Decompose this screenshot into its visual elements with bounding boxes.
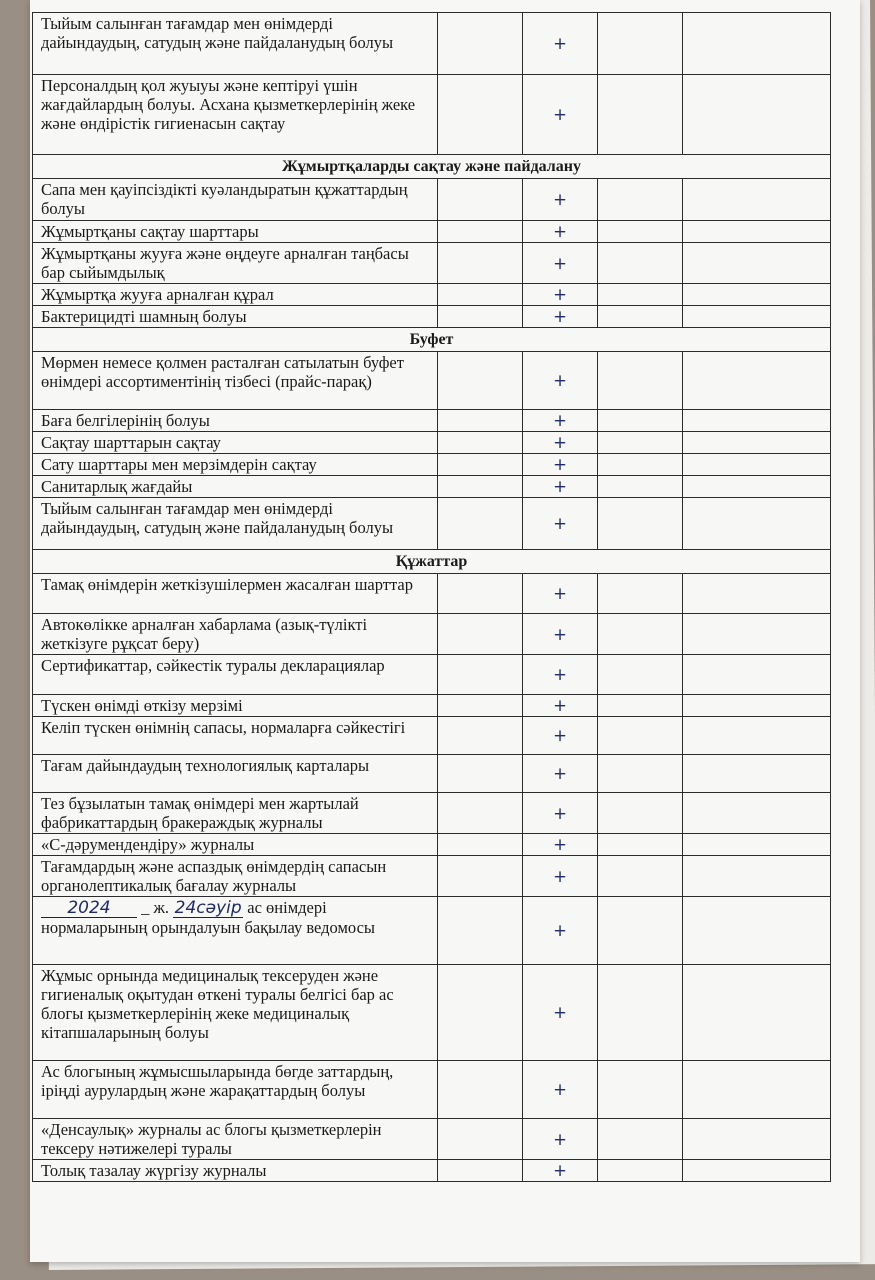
- empty-cell: [598, 655, 683, 695]
- criterion-text: Түскен өнімді өткізу мерзімі: [33, 695, 438, 717]
- checklist-row: [33, 221, 831, 243]
- criterion-text: Жұмыртқаны жууға және өңдеуге арналған таңбасы бар сыйымдылық: [33, 243, 438, 284]
- empty-cell: [438, 221, 523, 243]
- empty-cell: [683, 1160, 831, 1182]
- empty-cell: [438, 755, 523, 793]
- criterion-text: Тез бұзылатын тамақ өнімдері мен жартылай фабрикаттардың бракераждық журналы: [33, 793, 438, 834]
- empty-cell: [438, 454, 523, 476]
- empty-cell: [598, 755, 683, 793]
- check-mark: +: [523, 306, 598, 328]
- criterion-text: Тыйым салынған тағамдар мен өнімдерді дайындаудың, сатудың және пайдаланудың болуы: [33, 498, 438, 550]
- criterion-text: Тағамдардың және аспаздық өнімдердің сапасын органолептикалық бағалау журналы: [33, 856, 438, 897]
- empty-cell: [598, 793, 683, 834]
- criterion-text: Жұмыс орнында медициналық тексеруден және гигиеналық оқытудан өткені туралы белгісі бар ас блогы қызметкерлерінің жеке медициналық кітапшаларының болуы: [33, 965, 438, 1061]
- checklist-row: [33, 897, 831, 965]
- empty-cell: [683, 793, 831, 834]
- empty-cell: [438, 1160, 523, 1182]
- empty-cell: [598, 352, 683, 410]
- checklist-row: [33, 614, 831, 655]
- empty-cell: [438, 352, 523, 410]
- empty-cell: [598, 614, 683, 655]
- empty-cell: [438, 655, 523, 695]
- checklist-row: [33, 13, 831, 75]
- empty-cell: [438, 574, 523, 614]
- empty-cell: [683, 306, 831, 328]
- empty-cell: [438, 476, 523, 498]
- empty-cell: [598, 498, 683, 550]
- empty-cell: [683, 476, 831, 498]
- section-title: Жұмыртқаларды сақтау және пайдалану: [33, 155, 831, 179]
- check-mark: +: [523, 1119, 598, 1160]
- criterion-text: Санитарлық жағдайы: [33, 476, 438, 498]
- empty-cell: [683, 614, 831, 655]
- check-mark: +: [523, 498, 598, 550]
- check-mark: +: [523, 695, 598, 717]
- empty-cell: [438, 243, 523, 284]
- empty-cell: [598, 410, 683, 432]
- check-mark: +: [523, 856, 598, 897]
- criterion-text: «С-дәрумендендіру» журналы: [33, 834, 438, 856]
- empty-cell: [683, 834, 831, 856]
- empty-cell: [438, 410, 523, 432]
- criterion-text: Автокөлікке арналған хабарлама (азық-түлікті жеткізуге рұқсат беру): [33, 614, 438, 655]
- empty-cell: [683, 410, 831, 432]
- year-suffix: _ ж.: [141, 898, 170, 917]
- check-mark: +: [523, 655, 598, 695]
- checklist-row: [33, 574, 831, 614]
- checklist-row: [33, 793, 831, 834]
- empty-cell: [438, 13, 523, 75]
- section-title: Буфет: [33, 328, 831, 352]
- empty-cell: [683, 221, 831, 243]
- check-mark: +: [523, 897, 598, 965]
- checklist-row: [33, 75, 831, 155]
- checklist-row: [33, 717, 831, 755]
- empty-cell: [438, 432, 523, 454]
- empty-cell: [438, 695, 523, 717]
- empty-cell: [598, 897, 683, 965]
- empty-cell: [438, 965, 523, 1061]
- empty-cell: [598, 454, 683, 476]
- criterion-text: «Денсаулық» журналы ас блогы қызметкерлерін тексеру нәтижелері туралы: [33, 1119, 438, 1160]
- empty-cell: [598, 179, 683, 221]
- empty-cell: [438, 614, 523, 655]
- empty-cell: [598, 432, 683, 454]
- empty-cell: [683, 284, 831, 306]
- criterion-text: Сату шарттары мен мерзімдерін сақтау: [33, 454, 438, 476]
- handwritten-date: 24сәуір: [174, 898, 242, 918]
- check-mark: +: [523, 179, 598, 221]
- empty-cell: [598, 75, 683, 155]
- empty-cell: [598, 574, 683, 614]
- check-mark: +: [523, 793, 598, 834]
- checklist-row: [33, 695, 831, 717]
- empty-cell: [683, 243, 831, 284]
- empty-cell: [598, 695, 683, 717]
- checklist-row: [33, 834, 831, 856]
- check-mark: +: [523, 221, 598, 243]
- empty-cell: [438, 306, 523, 328]
- empty-cell: [438, 834, 523, 856]
- check-mark: +: [523, 717, 598, 755]
- check-mark: +: [523, 410, 598, 432]
- section-row: [33, 155, 831, 179]
- checklist-row: [33, 498, 831, 550]
- empty-cell: [598, 221, 683, 243]
- empty-cell: [683, 1119, 831, 1160]
- check-mark: +: [523, 352, 598, 410]
- criterion-text: Тағам дайындаудың технологиялық карталары: [33, 755, 438, 793]
- checklist-row: [33, 352, 831, 410]
- criterion-text: Мөрмен немесе қолмен расталған сатылатын буфет өнімдері ассортиментінің тізбесі (прайс-парақ): [33, 352, 438, 410]
- empty-cell: [683, 75, 831, 155]
- checklist-row: [33, 410, 831, 432]
- empty-cell: [683, 856, 831, 897]
- criterion-text: Сақтау шарттарын сақтау: [33, 432, 438, 454]
- empty-cell: [598, 834, 683, 856]
- criterion-text: Ас блогының жұмысшыларында бөгде заттардың, іріңді аурулардың және жарақаттардың болуы: [33, 1061, 438, 1119]
- empty-cell: [683, 498, 831, 550]
- check-mark: +: [523, 574, 598, 614]
- check-mark: +: [523, 965, 598, 1061]
- criterion-text: Бактерицидті шамның болуы: [33, 306, 438, 328]
- checklist-row: [33, 965, 831, 1061]
- checklist-row: [33, 454, 831, 476]
- section-row: [33, 550, 831, 574]
- criterion-text: Сапа мен қауіпсіздікті куәландыратын құжаттардың болуы: [33, 179, 438, 221]
- vedomost-criterion: [33, 897, 438, 965]
- empty-cell: [683, 454, 831, 476]
- check-mark: +: [523, 834, 598, 856]
- empty-cell: [598, 717, 683, 755]
- checklist-row: [33, 1061, 831, 1119]
- checklist-row: [33, 1160, 831, 1182]
- empty-cell: [598, 1160, 683, 1182]
- checklist-row: [33, 243, 831, 284]
- criterion-text: Баға белгілерінің болуы: [33, 410, 438, 432]
- check-mark: +: [523, 13, 598, 75]
- checklist-row: [33, 655, 831, 695]
- empty-cell: [598, 476, 683, 498]
- empty-cell: [438, 179, 523, 221]
- empty-cell: [683, 13, 831, 75]
- criterion-text: Толық тазалау жүргізу журналы: [33, 1160, 438, 1182]
- criterion-text: Келіп түскен өнімнің сапасы, нормаларға сәйкестігі: [33, 717, 438, 755]
- inspection-checklist-table: [32, 12, 831, 1182]
- criterion-text: Сертификаттар, сәйкестік туралы декларациялар: [33, 655, 438, 695]
- check-mark: +: [523, 1160, 598, 1182]
- checklist-row: [33, 755, 831, 793]
- empty-cell: [438, 856, 523, 897]
- checklist-row: [33, 306, 831, 328]
- section-title: Құжаттар: [33, 550, 831, 574]
- empty-cell: [438, 284, 523, 306]
- empty-cell: [683, 897, 831, 965]
- check-mark: +: [523, 75, 598, 155]
- vedomost-text: ас өнімдері нормаларының орындалуын бақылау ведомосы: [41, 898, 376, 937]
- criterion-text: Персоналдың қол жуыуы және кептіруі үшін жағдайлардың болуы. Асхана қызметкерлерінің жеке және өндірістік гигиенасын сақтау: [33, 75, 438, 155]
- section-row: [33, 328, 831, 352]
- check-mark: +: [523, 614, 598, 655]
- empty-cell: [438, 1119, 523, 1160]
- empty-cell: [438, 1061, 523, 1119]
- empty-cell: [683, 755, 831, 793]
- empty-cell: [683, 432, 831, 454]
- empty-cell: [683, 717, 831, 755]
- check-mark: +: [523, 432, 598, 454]
- empty-cell: [438, 75, 523, 155]
- checklist-row: [33, 179, 831, 221]
- empty-cell: [598, 13, 683, 75]
- empty-cell: [598, 965, 683, 1061]
- criterion-text: Тамақ өнімдерін жеткізушілермен жасалған шарттар: [33, 574, 438, 614]
- empty-cell: [438, 498, 523, 550]
- empty-cell: [598, 284, 683, 306]
- empty-cell: [598, 1119, 683, 1160]
- criterion-text: Тыйым салынған тағамдар мен өнімдерді дайындаудың, сатудың және пайдаланудың болуы: [33, 13, 438, 75]
- checklist-row: [33, 432, 831, 454]
- check-mark: +: [523, 284, 598, 306]
- check-mark: +: [523, 454, 598, 476]
- empty-cell: [683, 352, 831, 410]
- empty-cell: [683, 1061, 831, 1119]
- empty-cell: [438, 897, 523, 965]
- check-mark: +: [523, 1061, 598, 1119]
- empty-cell: [598, 243, 683, 284]
- checklist-row: [33, 1119, 831, 1160]
- empty-cell: [683, 655, 831, 695]
- empty-cell: [438, 793, 523, 834]
- empty-cell: [683, 574, 831, 614]
- empty-cell: [598, 306, 683, 328]
- handwritten-year: 2024: [41, 899, 137, 918]
- check-mark: +: [523, 755, 598, 793]
- empty-cell: [598, 1061, 683, 1119]
- empty-cell: [438, 717, 523, 755]
- check-mark: +: [523, 243, 598, 284]
- checklist-row: [33, 284, 831, 306]
- empty-cell: [598, 856, 683, 897]
- checklist-row: [33, 856, 831, 897]
- criterion-text: Жұмыртқаны сақтау шарттары: [33, 221, 438, 243]
- criterion-text: Жұмыртқа жууға арналған құрал: [33, 284, 438, 306]
- empty-cell: [683, 965, 831, 1061]
- check-mark: +: [523, 476, 598, 498]
- empty-cell: [683, 179, 831, 221]
- checklist-row: [33, 476, 831, 498]
- empty-cell: [683, 695, 831, 717]
